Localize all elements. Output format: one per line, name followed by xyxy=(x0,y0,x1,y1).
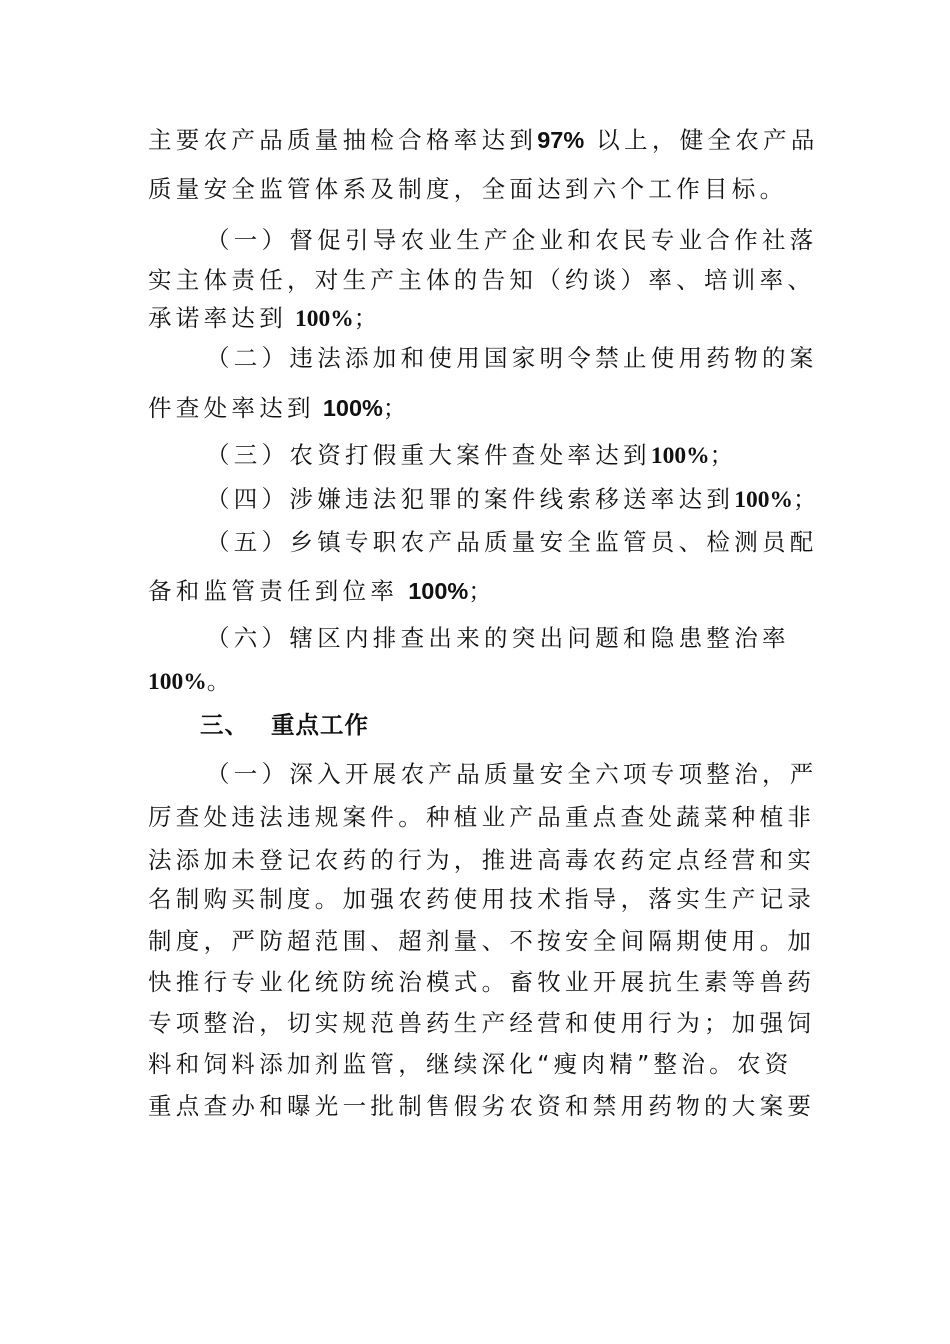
work-paragraph-line: 法添加未登记农药的行为，推进高毒农药定点经营和实 xyxy=(148,846,816,874)
work-paragraph-line: 名制购买制度。加强农药使用技术指导，落实生产记录 xyxy=(148,885,816,913)
paragraph-line: 件查处率达到 100%； xyxy=(148,394,411,422)
percent-value: 100% xyxy=(650,443,710,469)
paragraph-line: 主要农产品质量抽检合格率达到97% 以上，健全农产品 xyxy=(148,126,819,154)
paragraph-line: 质量安全监管体系及制度，全面达到六个工作目标。 xyxy=(148,175,788,203)
work-paragraph-line: 重点查办和曝光一批制售假劣农资和禁用药物的大案要 xyxy=(148,1092,816,1120)
paragraph-line: 备和监管责任到位率 100%； xyxy=(148,577,497,605)
work-paragraph-line: 快推行专业化统防统治模式。畜牧业开展抗生素等兽药 xyxy=(148,968,816,996)
paragraph-line: 承诺率达到 100%； xyxy=(148,304,382,332)
percent-value: 97% xyxy=(537,127,585,153)
work-paragraph-line: 厉查处违法违规案件。种植业产品重点查处蔬菜种植非 xyxy=(148,803,816,831)
goal-item-1: （一）督促引导农业生产企业和农民专业合作社落 xyxy=(206,226,818,254)
section-title: 重点工作 xyxy=(271,711,369,739)
goal-item-3: （三）农资打假重大案件查处率达到100%； xyxy=(206,441,738,469)
percent-value: 100% xyxy=(148,669,207,695)
paragraph-line: 100%。 xyxy=(148,667,235,695)
goal-item-5: （五）乡镇专职农产品质量安全监管员、检测员配 xyxy=(206,528,818,556)
percent-value: 100% xyxy=(295,306,354,332)
goal-item-2: （二）违法添加和使用国家明令禁止使用药物的案 xyxy=(206,344,818,372)
goal-item-6: （六）辖区内排查出来的突出问题和隐患整治率 xyxy=(206,624,790,652)
goal-item-4: （四）涉嫌违法犯罪的案件线索移送率达到100%； xyxy=(206,485,821,513)
percent-value: 100% xyxy=(408,578,469,604)
section-heading xyxy=(200,709,369,741)
work-paragraph-line: 制度，严防超范围、超剂量、不按安全间隔期使用。加 xyxy=(148,927,816,955)
paragraph-line: 实主体责任，对生产主体的告知（约谈）率、培训率、 xyxy=(148,266,816,294)
section-number: 三、 xyxy=(200,711,249,739)
work-paragraph-line: 专项整治，切实规范兽药生产经营和使用行为；加强饲 xyxy=(148,1009,816,1037)
work-paragraph-line: 料和饲料添加剂监管，继续深化“瘦肉精”整治。农资 xyxy=(148,1050,793,1078)
percent-value: 100% xyxy=(322,395,383,421)
percent-value: 100% xyxy=(734,487,793,513)
work-paragraph-line: （一）深入开展农产品质量安全六项专项整治，严 xyxy=(206,760,818,788)
